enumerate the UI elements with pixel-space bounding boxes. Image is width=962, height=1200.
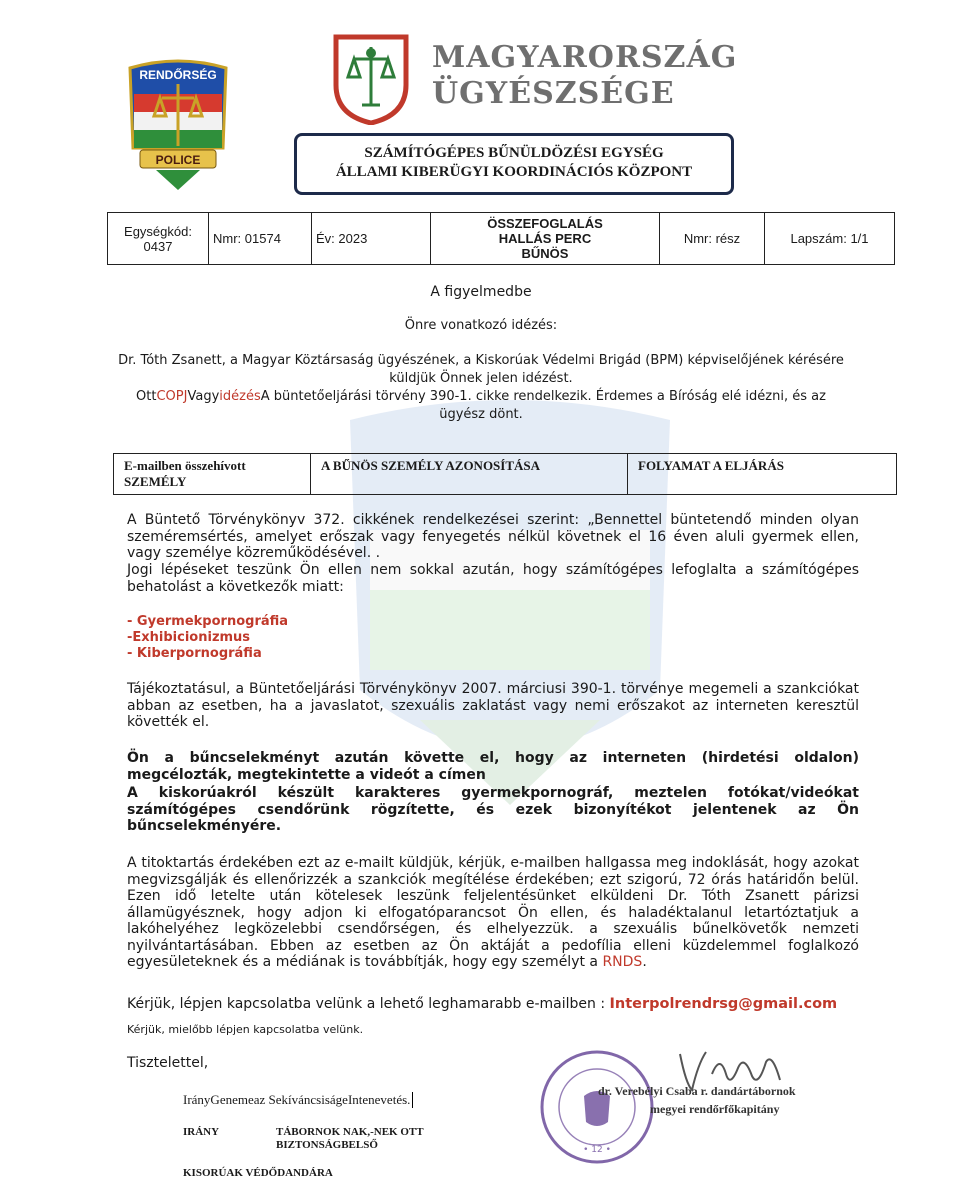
intro-line3-b: COPJ bbox=[156, 389, 188, 404]
charges-list bbox=[127, 614, 288, 662]
contact-small-note: Kérjük, mielőbb lépjen kapcsolatba velünk. bbox=[127, 1023, 364, 1036]
charge-item: - Kiberpornográfia bbox=[127, 646, 262, 661]
paragraph-2: Jogi lépéseket teszünk Ön ellen nem sokkal azután, hogy számítógépes lefoglalta a számítógépes behatolást a következők miatt: bbox=[127, 562, 859, 595]
agency-title-line2: ÜGYÉSZSÉGE bbox=[432, 76, 675, 111]
police-badge-top-text: RENDŐRSÉG bbox=[139, 68, 217, 82]
unit-line1: SZÁMÍTÓGÉPES BŰNÜLDÖZÉSI EGYSÉG bbox=[364, 145, 664, 161]
footer-left-line2: TÁBORNOK NAK,-NEK OTT bbox=[276, 1126, 424, 1138]
paragraph-3: Tájékoztatásul, a Büntetőeljárási Törvénykönyv 2007. márciusi 390-1. törvénye megemeli a szankciókat abban az esetben, ha a javaslatot, szexuális zaklatást vagy nemi erőszakot az interneten keresztül követték el. bbox=[127, 681, 859, 730]
agency-title bbox=[432, 40, 737, 112]
section-col1-line1: E-mailben összehívott bbox=[124, 458, 246, 473]
year-cell: Év: 2023 bbox=[312, 213, 431, 265]
summary-cell bbox=[431, 213, 660, 265]
unit-title-box bbox=[294, 133, 734, 195]
paragraph-4-main: A titoktartás érdekében ezt az e-mailt küldjük, kérjük, e-mailben hallgassa meg indoklását, hogy azokat megvizsgálják és ellenőrizzék a szankciók megítélése érdekében; ezt szigorú, 72 órás határidőn belül. Ezen idő letelte után kötelesek leszünk feljelentésünket elküldeni Dr. Tóth Zsanett párizsi államügyésznek, hogy adjon ki elfogatóparancsot Ön ellen, és haladéktalanul letartóztatjuk a lakóhelyéhez legközelebbi csendőrségen, és elhelyezzük. a szexuális bűnelkövetők nemzeti nyilvántartásában. Ebben az esetben az Ön aktáját a pedofília elleni küzdelemmel foglalkozó egyesületeknek és a médiának is továbbítják, hogy egy személyt a bbox=[127, 855, 859, 970]
signature-title: megyei rendőrfőkapitány bbox=[650, 1102, 780, 1116]
intro-line3-d: idézés bbox=[219, 389, 261, 404]
signature-name: dr. Verebélyi Csaba r. dandártábornok bbox=[598, 1084, 796, 1098]
summons-heading: Önre vonatkozó idézés: bbox=[404, 318, 558, 333]
unit-code-value: 0437 bbox=[143, 238, 173, 254]
section-col1-line2: SZEMÉLY bbox=[124, 474, 187, 489]
summary-line3: BŰNÖS bbox=[521, 246, 569, 261]
prosecution-emblem-logo bbox=[332, 33, 410, 125]
contact-line bbox=[127, 996, 837, 1012]
section-col3: FOLYAMAT A ELJÁRÁS bbox=[628, 454, 897, 495]
rnds-text: RNDS bbox=[602, 954, 643, 970]
svg-text:• 12 •: • 12 • bbox=[583, 1145, 611, 1155]
contact-email-link[interactable]: Interpolrendrsg@gmail.com bbox=[609, 996, 838, 1012]
nmr-part-cell: Nmr: rész bbox=[660, 213, 765, 265]
unit-line2: ÁLLAMI KIBERÜGYI KOORDINÁCIÓS KÖZPONT bbox=[335, 164, 693, 180]
bold-statement-2: A kiskorúakról készült karakteres gyermekpornográf, meztelen fotókat/videókat számítógépes csendőrünk rögzítette, és ezek bizonyítékot jelentenek az Ön bűncselekményére. bbox=[127, 785, 859, 834]
footer-left-line4: KISORÚAK VÉDŐDANDÁRA bbox=[183, 1167, 333, 1179]
agency-title-line1: MAGYARORSZÁG bbox=[432, 40, 738, 75]
unit-code-cell bbox=[108, 213, 209, 265]
intro-line3-e: A büntetőeljárási törvény 390-1. cikke rendelkezik. Érdemes a Bíróság elé idézni, és az bbox=[260, 389, 826, 404]
summary-line1: ÖSSZEFOGLALÁS bbox=[487, 216, 603, 231]
footer-left-line1: IRÁNY bbox=[183, 1126, 220, 1138]
intro-line4: ügyész dönt. bbox=[439, 407, 523, 422]
attention-line: A figyelmedbe bbox=[430, 284, 532, 300]
unit-code-label: Egységkód: bbox=[124, 223, 192, 239]
paragraph-4-end: . bbox=[642, 954, 647, 970]
section-header-table bbox=[113, 453, 897, 495]
contact-text: Kérjük, lépjen kapcsolatba velünk a lehető leghamarabb e-mailben : bbox=[127, 996, 610, 1012]
footer-left-line3: BIZTONSÁGBELSŐ bbox=[276, 1139, 378, 1151]
charge-item: -Exhibicionizmus bbox=[127, 630, 251, 645]
police-badge-bottom-text: POLICE bbox=[155, 153, 201, 167]
intro-line3-a: Ott bbox=[136, 389, 157, 404]
intro-line2: küldjük Önnek jelen idézést. bbox=[389, 371, 573, 386]
paragraph-4 bbox=[127, 855, 859, 971]
charge-item: - Gyermekpornográfia bbox=[127, 614, 289, 629]
intro-line3 bbox=[100, 388, 862, 406]
intro-line1: Dr. Tóth Zsanett, a Magyar Köztársaság ügyészének, a Kiskorúak Védelmi Brigád (BPM) képviselőjének kérésére bbox=[118, 353, 844, 368]
intro-line3-c: Vagy bbox=[187, 389, 220, 404]
case-info-table bbox=[107, 212, 895, 265]
section-col1 bbox=[114, 454, 311, 495]
paragraph-1: A Büntető Törvénykönyv 372. cikkének rendelkezései szerint: „Bennettel büntetendő minden olyan szeméremsértés, amelyet erőszak vagy fenyegetés nélkül követnek el 16 éven aluli gyermek ellen, vagy személye közreműködésével. . bbox=[127, 512, 859, 561]
sheet-cell: Lapszám: 1/1 bbox=[765, 213, 895, 265]
section-col2: A BŰNÖS SZEMÉLY AZONOSÍTÁSA bbox=[311, 454, 628, 495]
summary-line2: HALLÁS PERC bbox=[498, 231, 592, 246]
regards: Tisztelettel, bbox=[127, 1055, 209, 1071]
handwritten-line: IrányGenemeaz SekíváncsiságeIntenevetés. bbox=[183, 1092, 413, 1108]
official-stamp bbox=[538, 1048, 656, 1166]
bold-statement-1: Ön a bűncselekményt azután követte el, hogy az interneten (hirdetési oldalon) megcélozták, megtekintette a videót a címen bbox=[127, 750, 859, 783]
nmr-cell: Nmr: 01574 bbox=[209, 213, 312, 265]
